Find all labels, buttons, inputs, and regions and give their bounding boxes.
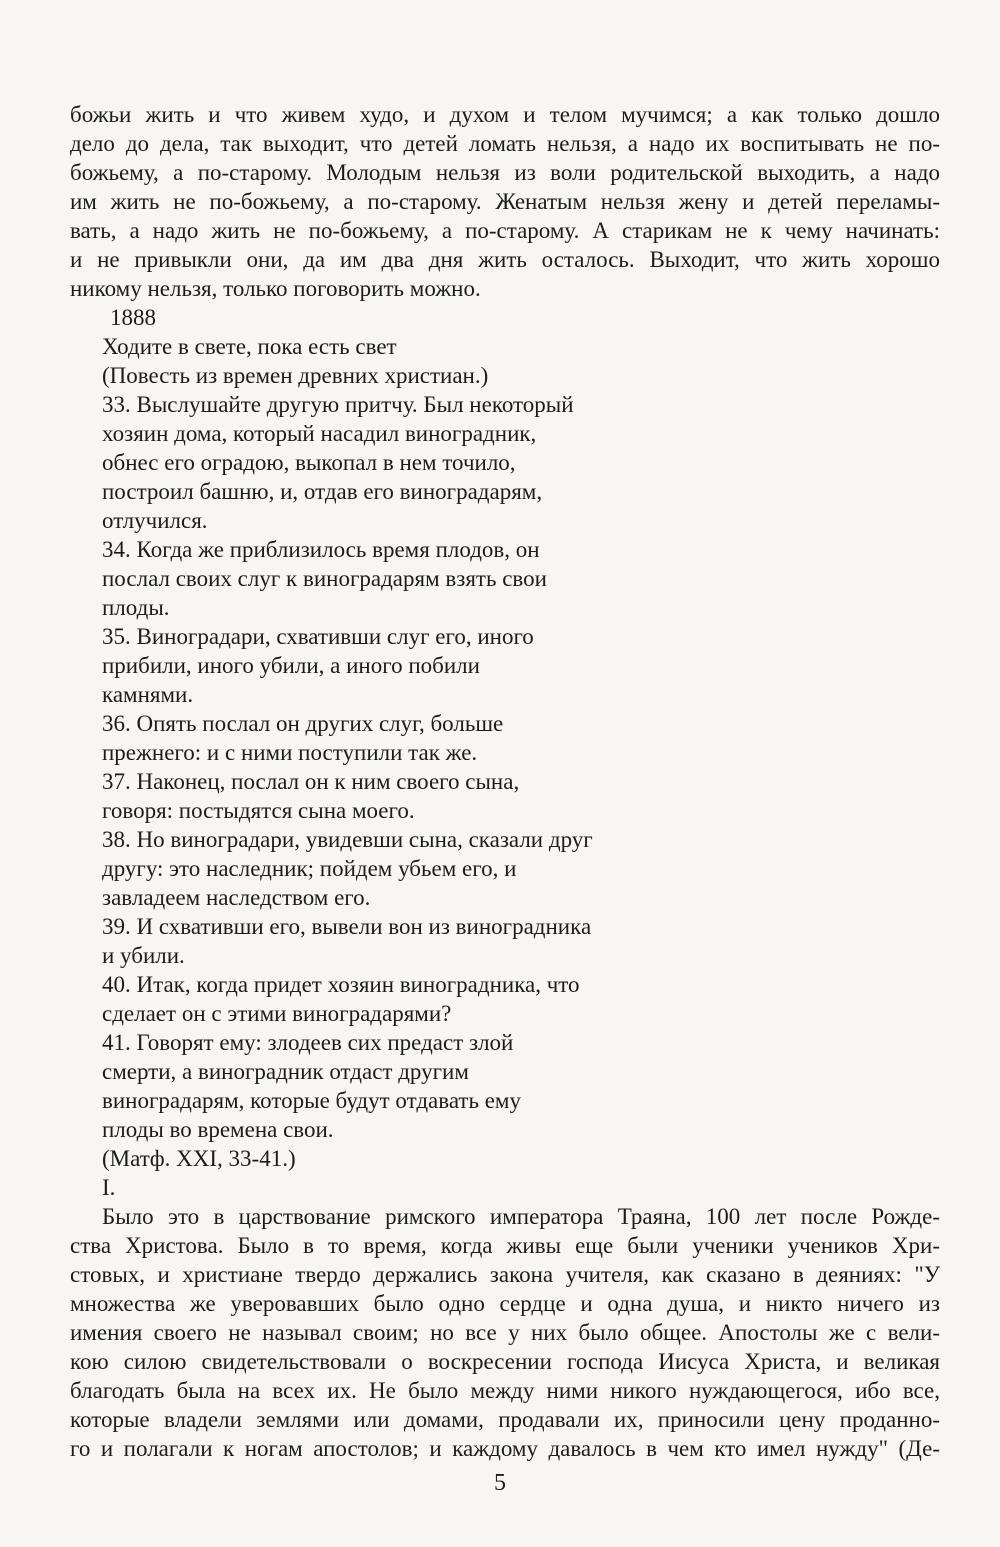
year-line: 1888 [110,305,156,330]
verse-line: завладеем наследством его. [102,885,371,910]
text-line: стовых, и христиане твердо держались закона учителя, как сказано в деяниях: "У [70,1262,940,1287]
verse-line: 39. И схвативши его, вывели вон из виноградника [102,914,592,939]
epigraph-verses [70,390,940,1173]
text-line: имения своего не называл своим; но все у них было общее. Апостолы же с вели- [70,1320,940,1345]
verse-line: другу: это наследник; пойдем убьем его, и [102,856,517,881]
text-line: дело до дела, так выходит, что детей ломать нельзя, а надо их воспитывать не по- [70,131,940,156]
text-line: божьему, а по-старому. Молодым нельзя из воли родительской выходить, а надо [70,160,940,185]
page-number: 5 [494,1470,506,1496]
text-line: ства Христова. Было в то время, когда живы еще были ученики учеников Хри- [70,1233,940,1258]
story-header [70,303,940,390]
story-title: Ходите в свете, пока есть свет [102,334,397,359]
text-line: Было это в царствование римского императора Траяна, 100 лет после Рожде- [102,1204,940,1229]
verse-line: сделает он с этими виноградарями? [102,1001,452,1026]
verse-line: плоды во времена свои. [102,1117,334,1142]
verse-line: построил башню, и, отдав его виноградарям, [102,479,543,504]
verse-line: 40. Итак, когда придет хозяин виноградника, что [102,972,580,997]
verse-line: 41. Говорят ему: злодеев сих предаст злой [102,1030,514,1055]
verse-line: 35. Виноградари, схвативши слуг его, иного [102,624,534,649]
bottom-paragraph [70,1202,940,1463]
verse-line: прибили, иного убили, а иного побили [102,653,480,678]
story-subtitle: (Повесть из времен древних христиан.) [102,363,489,388]
verse-line: хозяин дома, который насадил виноградник, [102,421,537,446]
text-line: кою силою свидетельствовали о воскресении господа Иисуса Христа, и великая [70,1349,940,1374]
verse-line: отлучился. [102,508,208,533]
verse-line: и убили. [102,943,185,968]
verse-line: смерти, а виноградник отдаст другим [102,1059,469,1084]
verse-line: 36. Опять послал он других слуг, больше [102,711,504,736]
verse-line: обнес его оградою, выкопал в нем точило, [102,450,516,475]
chapter-number: I. [102,1175,116,1200]
verse-line: говоря: постыдятся сына моего. [102,798,415,823]
verse-line: камнями. [102,682,194,707]
text-line: го и полагали к ногам апостолов; и каждому давалось в чем кто имел нужду" (Де- [70,1436,940,1461]
verse-line: виноградарям, которые будут отдавать ему [102,1088,521,1113]
text-line: множества же уверовавших было одно сердце и одна душа, и никто ничего из [70,1291,940,1316]
top-paragraph [70,100,940,303]
text-line: никому нельзя, только поговорить можно. [70,276,481,301]
text-line: которые владели землями или домами, продавали их, приносили цену проданно- [70,1407,940,1432]
text-line: божьи жить и что живем худо, и духом и телом мучимся; а как только дошло [70,102,940,127]
verse-citation: (Матф. XXI, 33-41.) [102,1146,296,1171]
verse-line: 34. Когда же приблизилось время плодов, он [102,537,540,562]
verse-line: 37. Наконец, послал он к ним своего сына, [102,769,520,794]
text-line: им жить не по-божьему, а по-старому. Женатым нельзя жену и детей переламы- [70,189,940,214]
verse-line: прежнего: и с ними поступили так же. [102,740,478,765]
verse-line: 33. Выслушайте другую притчу. Был некоторый [102,392,574,417]
verse-line: 38. Но виноградари, увидевши сына, сказали друг [102,827,593,852]
verse-line: послал своих слуг к виноградарям взять свои [102,566,547,591]
verse-line: плоды. [102,595,170,620]
text-line: благодать была на всех их. Не было между ними никого нуждающегося, ибо все, [70,1378,940,1403]
text-line: и не привыкли они, да им два дня жить осталось. Выходит, что жить хорошо [70,247,940,272]
chapter-heading [70,1173,940,1202]
text-line: вать, а надо жить не по-божьему, а по-старому. А старикам не к чему начинать: [70,218,940,243]
